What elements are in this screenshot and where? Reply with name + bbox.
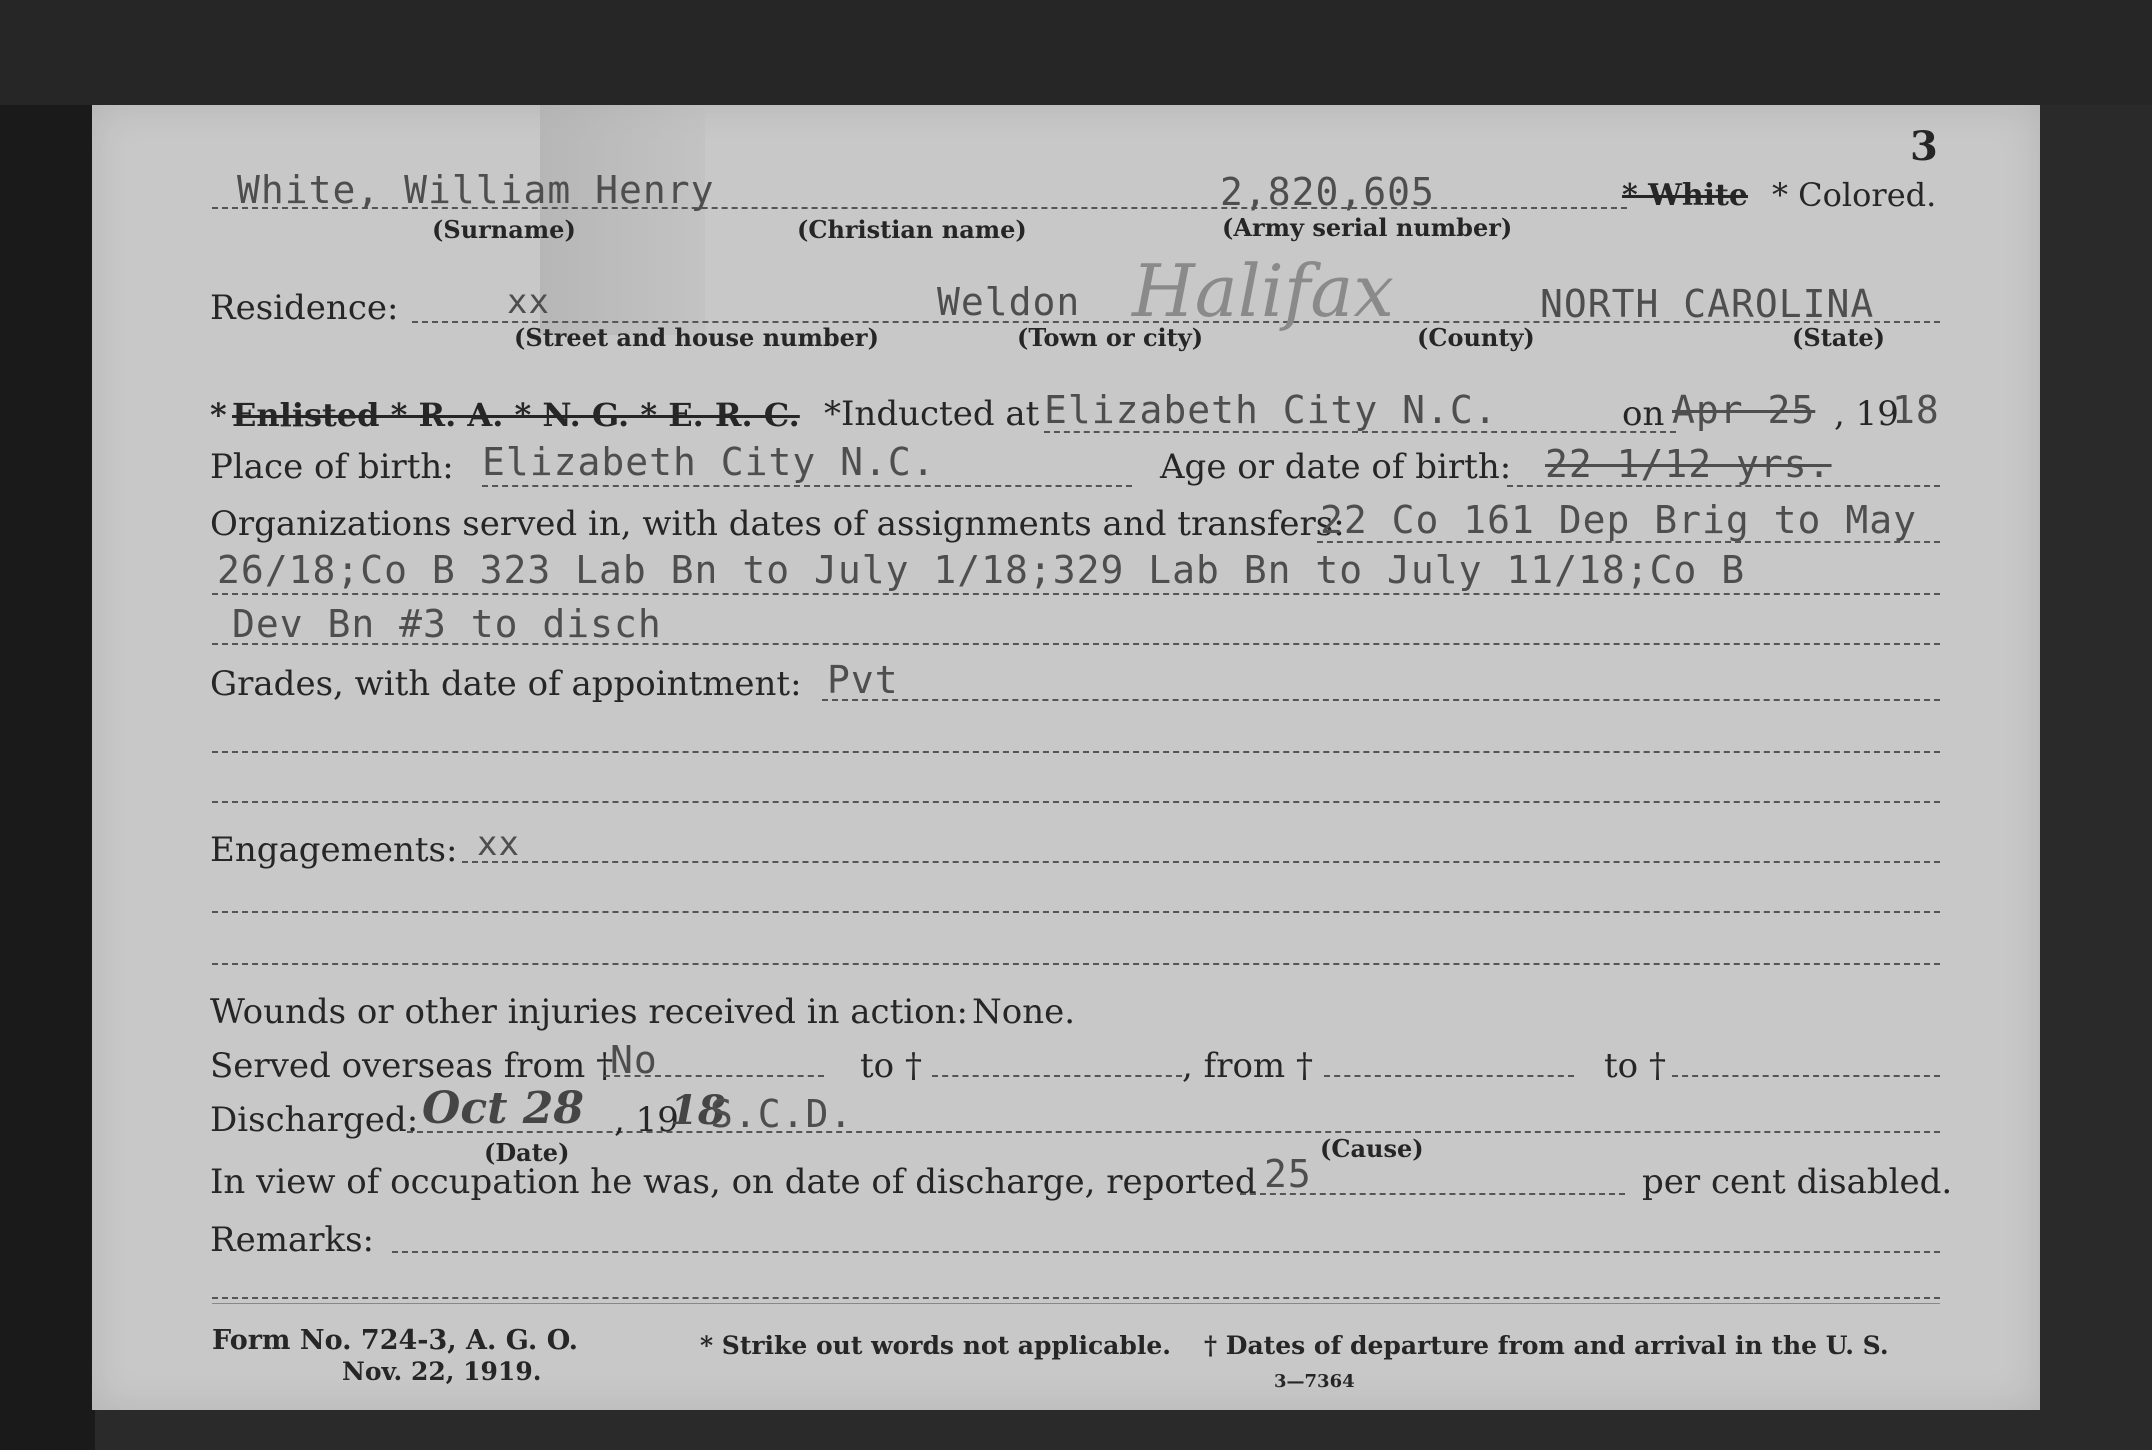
discharge-cause-caption: (Cause) [1320,1134,1424,1163]
organizations-line-3: Dev Bn #3 to disch [232,602,662,646]
overseas-from2-label: , from † [1182,1046,1313,1086]
race-colored: * Colored. [1772,176,1937,214]
induction-place-typed: Elizabeth City N.C. [1044,388,1498,432]
town-typed: Weldon [937,280,1081,324]
remarks-label: Remarks: [210,1220,374,1260]
discharge-year-handwritten: 18 [670,1087,726,1134]
print-code: 3—7364 [1274,1371,1355,1392]
card-number: 3 [1910,123,1938,170]
county-handwritten: Halifax [1132,249,1394,333]
served-overseas-label: Served overseas from † [210,1046,614,1086]
county-caption: (County) [1417,323,1535,352]
race-white-struck: * White [1622,178,1748,213]
scan-background-top [0,0,2152,105]
disability-suffix: per cent disabled. [1642,1162,1953,1202]
wounds-label: Wounds or other injuries received in action: [210,992,968,1032]
street-caption: (Street and house number) [514,323,879,352]
organizations-line-2: 26/18;Co B 323 Lab Bn to July 1/18;329 Lab Bn to July 11/18;Co B [217,548,1746,592]
overseas-to-line [932,1075,1182,1077]
induction-year-typed: 18 [1892,388,1940,432]
grades-label: Grades, with date of appointment: [210,664,802,704]
disability-percent-typed: 25 [1264,1152,1312,1196]
enlisted-star: * [210,396,227,434]
organizations-label: Organizations served in, with dates of assignments and transfers: [210,504,1345,544]
organizations-rule-3 [212,643,1940,645]
age-label: Age or date of birth: [1160,447,1512,487]
induction-date-typed: Apr 25 [1672,388,1816,432]
organizations-rule-1 [1317,541,1940,543]
form-number: Form No. 724-3, A. G. O. [212,1325,579,1356]
dagger-note: † Dates of departure from and arrival in the U. S. [1204,1331,1889,1360]
inducted-label: *Inducted at [824,394,1040,434]
discharge-cause-typed: S.C.D. [710,1092,854,1136]
remarks-rule-2 [212,1297,1940,1299]
engagements-rule-2 [212,911,1940,913]
on-label: on [1622,394,1665,434]
state-caption: (State) [1792,323,1886,352]
engagements-rule-1 [462,861,1940,863]
state-typed: NORTH CAROLINA [1540,282,1875,326]
discharge-year-prefix: , 19 [614,1100,679,1140]
town-caption: (Town or city) [1017,323,1204,352]
age-typed: 22 1/12 yrs. [1545,442,1832,486]
place-of-birth-line [482,485,1132,487]
grades-rule-1 [822,699,1940,701]
overseas-from2-line [1324,1075,1574,1077]
serial-number-caption: (Army serial number) [1222,213,1513,242]
organizations-line-1: 22 Co 161 Dep Brig to May [1320,498,1917,542]
street-typed: xx [507,282,550,322]
form-date: Nov. 22, 1919. [342,1357,542,1386]
service-record-card [92,105,2040,1410]
overseas-to2-line [1672,1075,1940,1077]
engagements-rule-3 [212,963,1940,965]
remarks-rule-1 [392,1251,1940,1253]
wounds-value: None. [972,992,1076,1032]
discharged-label: Discharged: [210,1100,419,1140]
discharge-date-caption: (Date) [484,1138,570,1167]
strike-out-note: * Strike out words not applicable. [700,1331,1171,1360]
engagements-typed: xx [477,824,520,864]
overseas-to2-label: to † [1604,1046,1666,1086]
disability-label: In view of occupation he was, on date of discharge, reported [210,1162,1257,1202]
surname-caption: (Surname) [432,215,576,244]
place-of-birth-typed: Elizabeth City N.C. [482,440,936,484]
residence-label: Residence: [210,288,399,328]
discharge-date-handwritten: Oct 28 [422,1083,584,1134]
place-of-birth-label: Place of birth: [210,447,454,487]
grades-rule-2 [212,751,1940,753]
footer-divider [212,1303,1940,1304]
scan-background-left [0,0,95,1450]
christian-name-caption: (Christian name) [797,215,1027,244]
name-typed: White, William Henry [237,168,715,212]
grades-typed: Pvt [827,658,899,702]
enlistment-options-struck: Enlisted * R. A. * N. G. * E. R. C. [232,396,800,434]
overseas-from-typed: No [610,1038,658,1082]
organizations-rule-2 [212,593,1940,595]
induction-year-prefix: , 19 [1834,394,1899,434]
engagements-label: Engagements: [210,830,458,870]
grades-rule-3 [212,801,1940,803]
serial-number-typed: 2,820,605 [1220,170,1435,214]
overseas-to-label: to † [860,1046,922,1086]
